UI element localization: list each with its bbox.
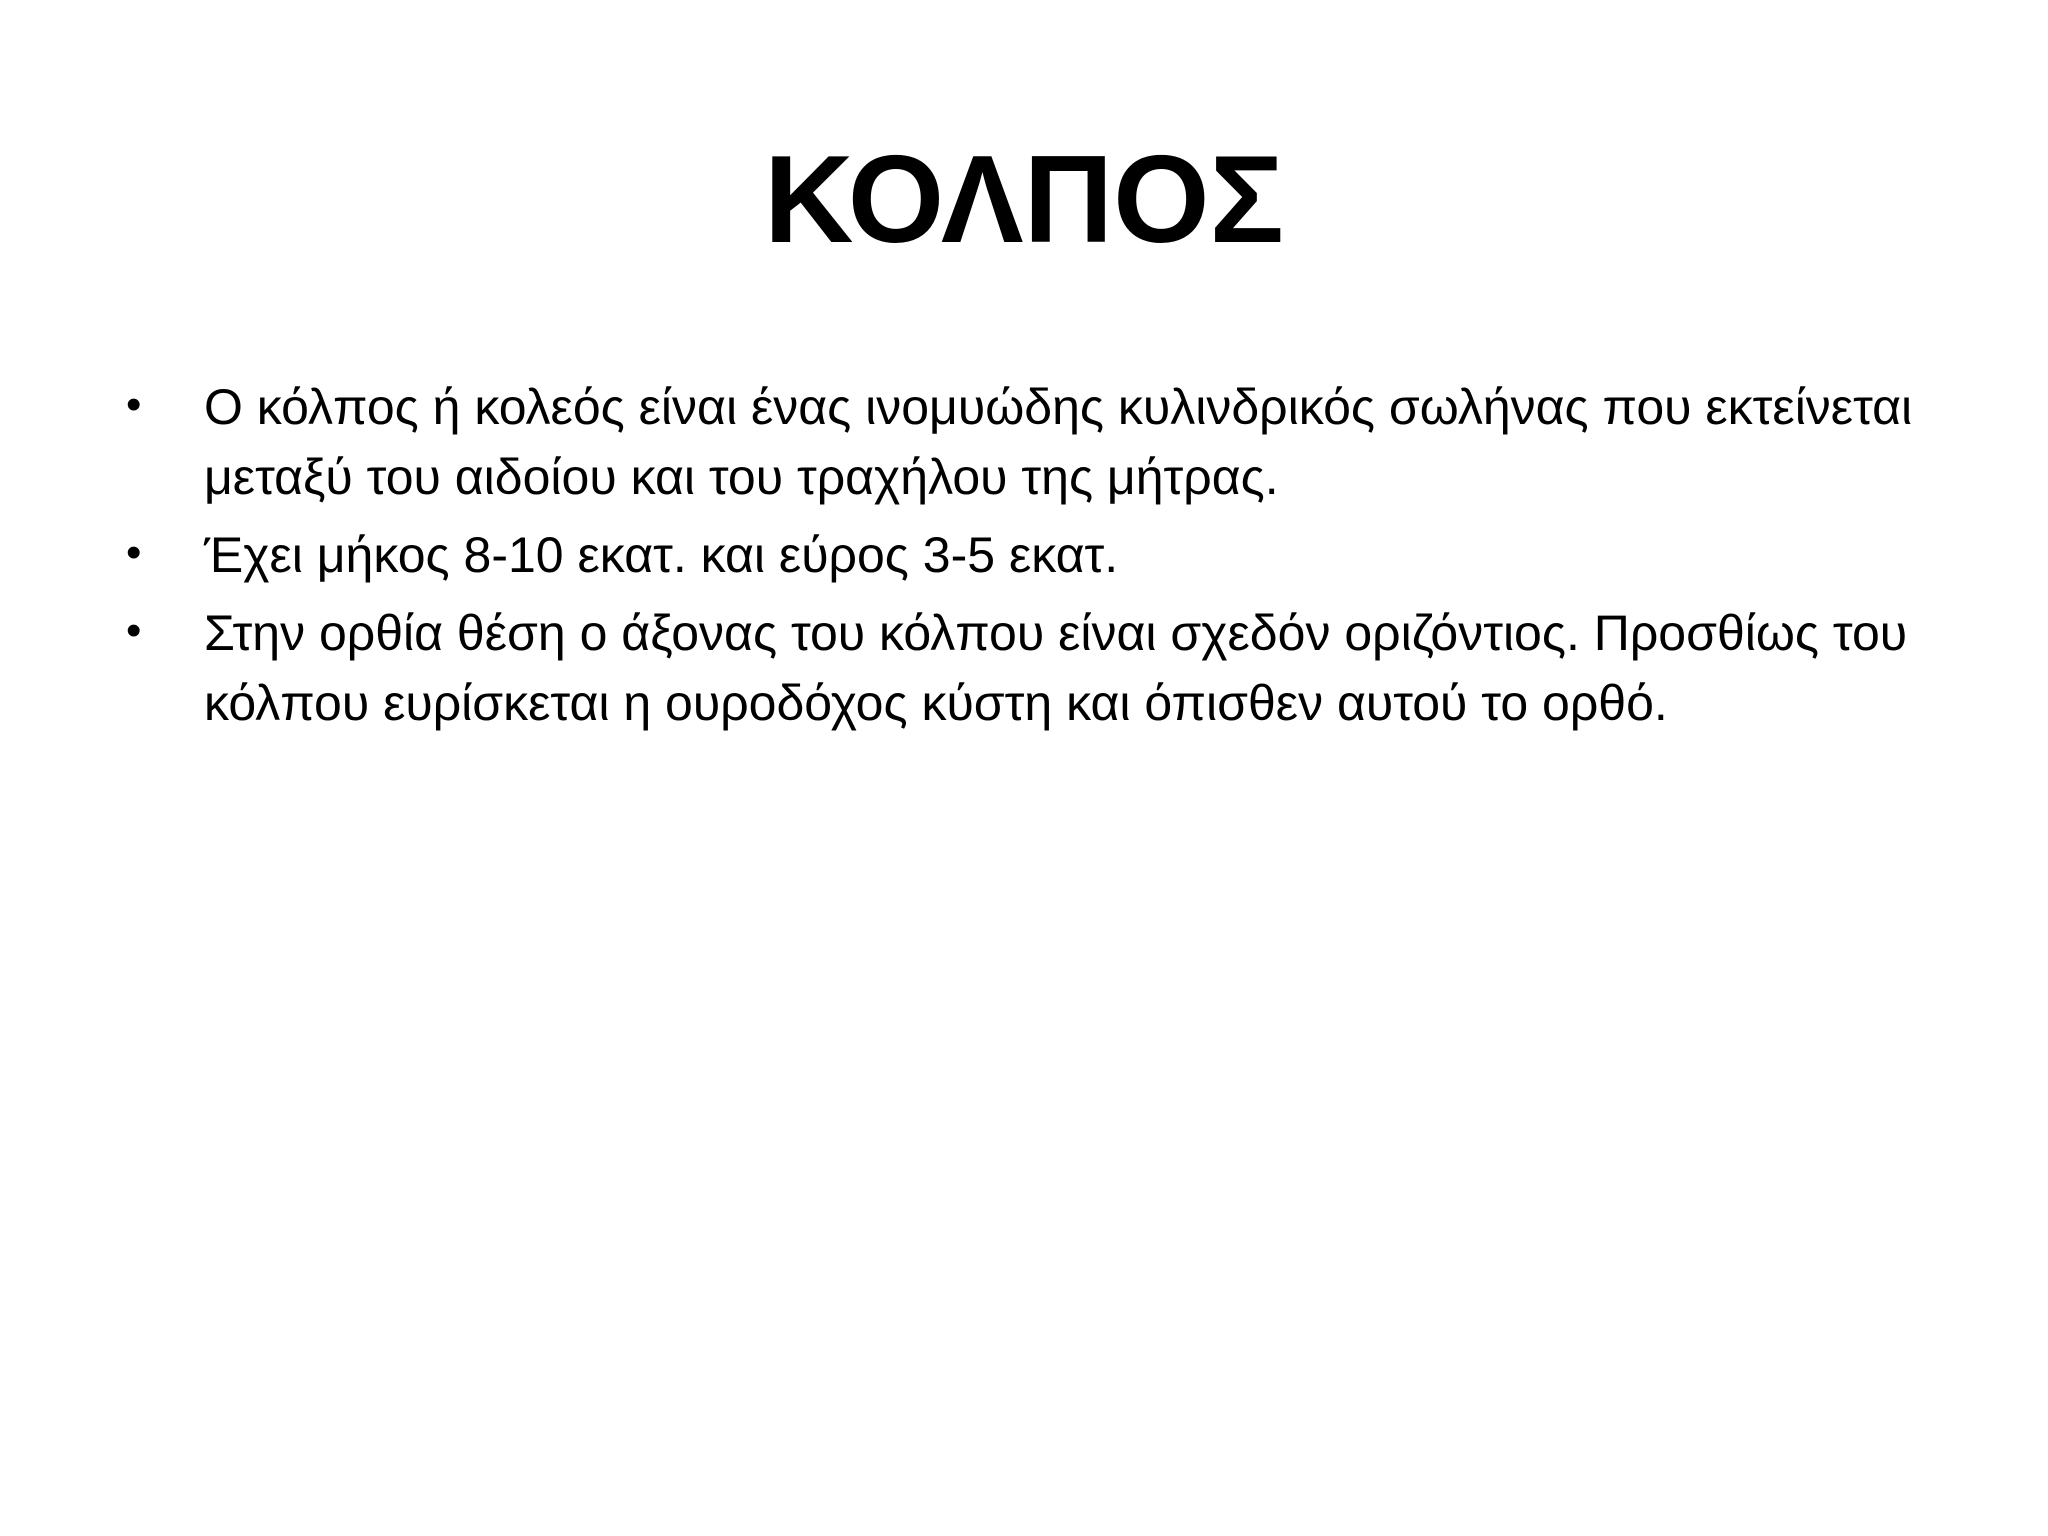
bullet-marker: • xyxy=(126,606,142,655)
bullet-item xyxy=(120,520,1950,590)
bullet-list xyxy=(120,372,1950,746)
bullet-item xyxy=(120,598,1950,738)
bullet-item xyxy=(120,372,1950,512)
bullet-text: Έχει μήκος 8-10 εκατ. και εύρος 3-5 εκατ. xyxy=(204,527,1119,583)
bullet-marker: • xyxy=(126,380,142,429)
bullet-marker: • xyxy=(126,528,142,577)
slide-title: ΚΟΛΠΟΣ xyxy=(763,131,1285,269)
bullet-text: Ο κόλπος ή κολεός είναι ένας ινομυώδης κυλινδρικός σωλήνας που εκτείνεται μεταξύ του αιδοίου και του τραχήλου της μήτρας. xyxy=(204,379,1913,505)
bullet-text: Στην ορθία θέση ο άξονας του κόλπου είναι σχεδόν οριζόντιος. Προσθίως του κόλπου ευρίσκεται η ουροδόχος κύστη και όπισθεν αυτού το ορθό. xyxy=(204,605,1908,731)
